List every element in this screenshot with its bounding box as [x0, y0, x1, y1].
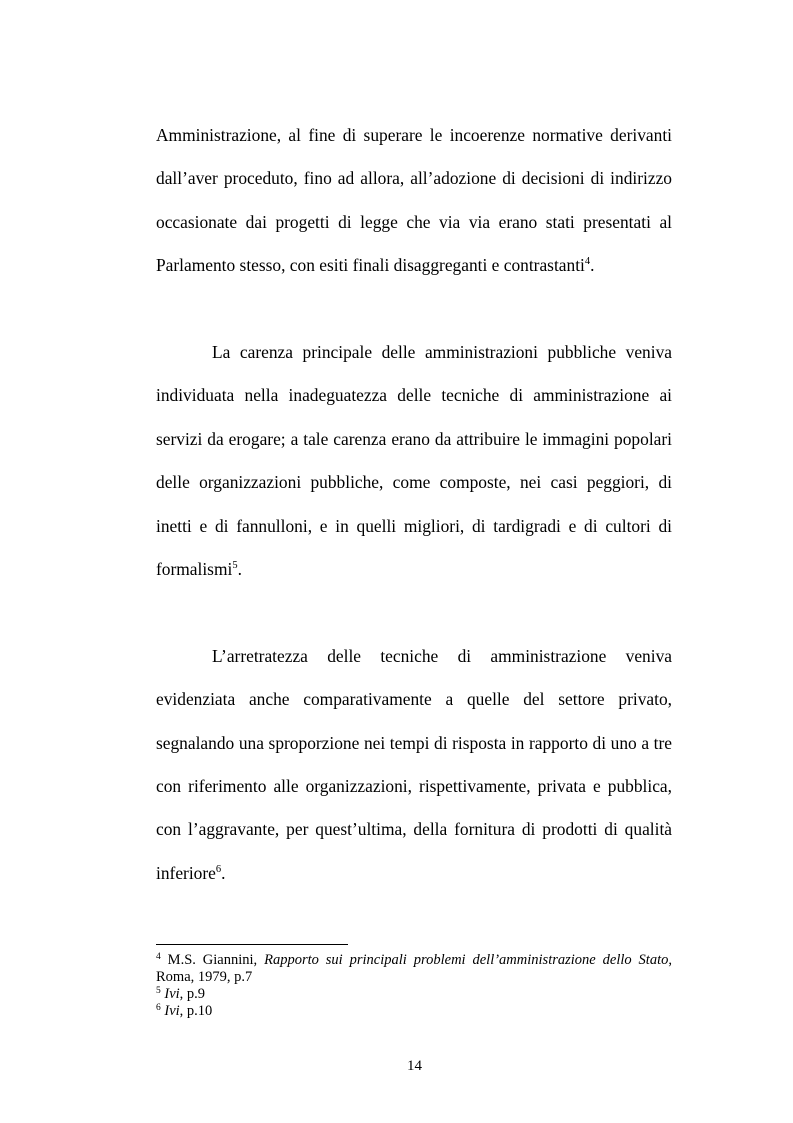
- paragraph-1: [156, 114, 672, 288]
- footnote-ref-4[interactable]: 4: [584, 256, 591, 268]
- paragraph-text: L’arretratezza delle tecniche di amministrazione veniva evidenziata anche comparativamente a quelle del settore privato, segnalando una sproporzione nei tempi di risposta in rapporto di uno a tre con riferimento alle organizzazioni, rispettivamente, privata e pubblica, con l’aggravante, per quest’ultima, della fornitura di prodotti di qualità inferiore: [156, 645, 672, 883]
- paragraph-text: La carenza principale delle amministrazioni pubbliche veniva individuata nella inadeguatezza delle tecniche di amministrazione ai servizi da erogare; a tale carenza erano da attribuire le immagini popolari delle organizzazioni pubbliche, come composte, nei casi peggiori, di inetti e di fannulloni, e in quelli migliori, di tardigradi e di cultori di formalismi: [156, 342, 672, 580]
- footnote-ref-5[interactable]: 5: [232, 560, 238, 572]
- footnotes: [156, 952, 672, 1020]
- footnote-rest: , p.9: [179, 986, 206, 1002]
- paragraph-end: .: [237, 559, 242, 580]
- footnote-rest: , Roma, 1979, p.7: [156, 952, 672, 985]
- footnote-number: 4: [156, 952, 161, 962]
- paragraph-text: Amministrazione, al fine di superare le incoerenze normative derivanti dall’aver proceduto, fino ad allora, all’adozione di decisioni di indirizzo occasionate dai progetti di legge che via via erano stati presentati al Parlamento stesso, con esiti finali disaggreganti e contrastanti: [156, 125, 672, 276]
- footnote-title: Rapporto sui principali problemi dell’amministrazione dello Stato: [264, 952, 669, 968]
- footnote-ref-6[interactable]: 6: [215, 863, 222, 875]
- footnote-6: [156, 1003, 672, 1020]
- paragraph-3: [156, 635, 672, 895]
- footnote-separator: [156, 944, 348, 945]
- footnote-title: Ivi: [164, 1003, 180, 1019]
- footnote-author: M.S. Giannini,: [167, 952, 265, 968]
- footnote-title: Ivi: [164, 986, 180, 1002]
- paragraph-end: .: [590, 255, 595, 276]
- footnote-5: [156, 986, 672, 1003]
- footnote-4: [156, 952, 672, 986]
- footnote-rest: , p.10: [179, 1003, 213, 1019]
- footnote-number: 5: [156, 986, 161, 996]
- page-number: 14: [407, 1058, 422, 1074]
- paragraph-end: .: [221, 862, 226, 883]
- paragraph-2: [156, 331, 672, 591]
- footnote-number: 6: [156, 1003, 161, 1013]
- body-text: [156, 114, 672, 939]
